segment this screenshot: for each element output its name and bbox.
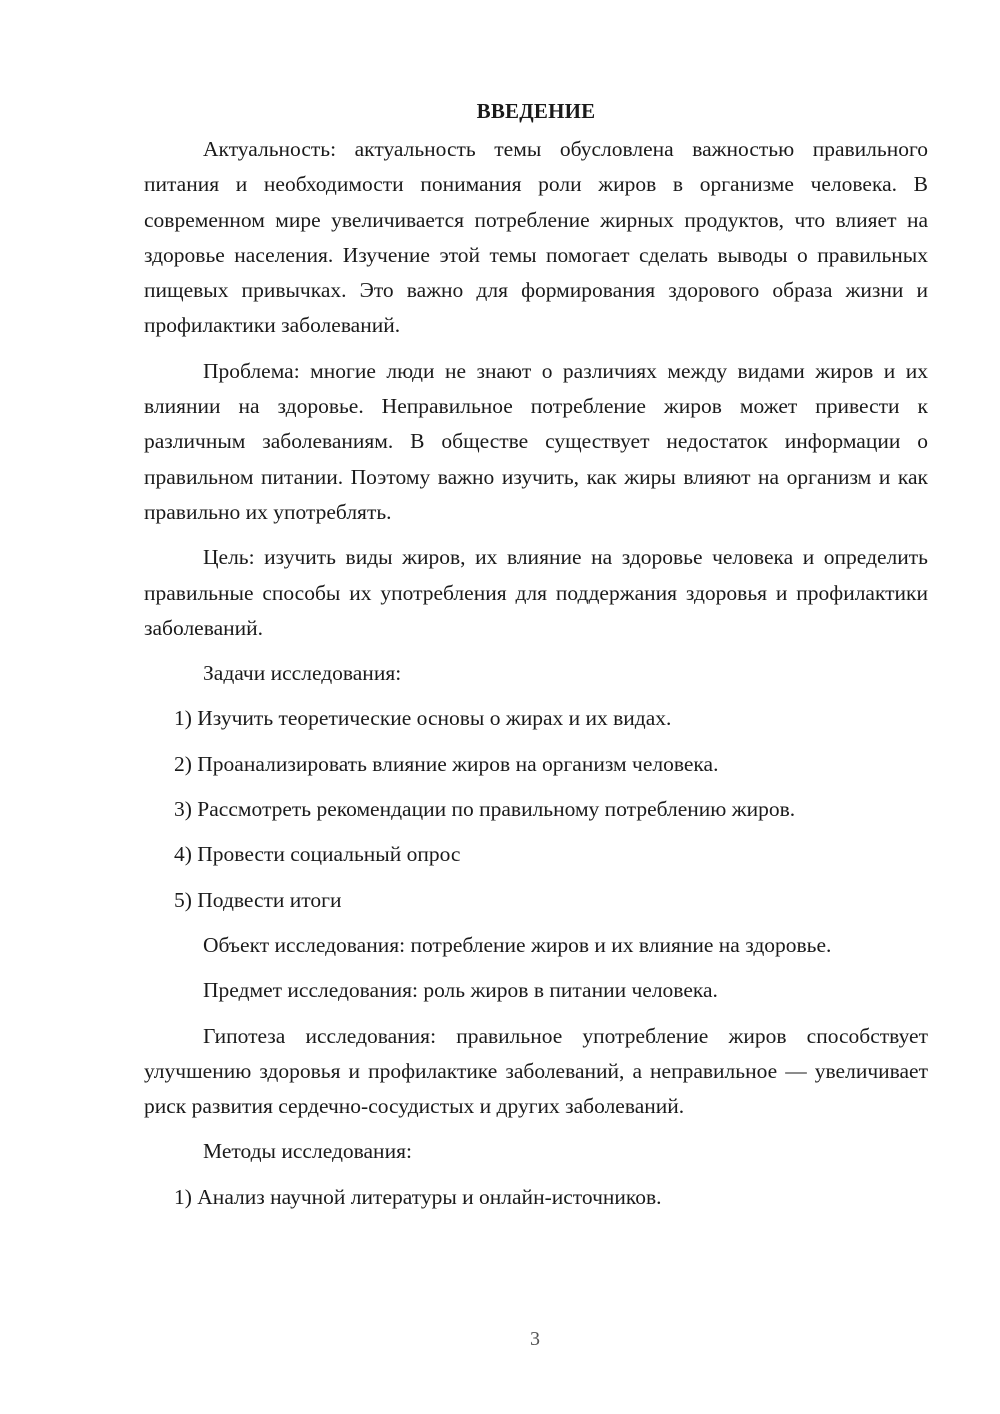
- tasks-list: [144, 701, 928, 917]
- task-item: 5) Подвести итоги: [174, 887, 342, 912]
- page-number: 3: [530, 1328, 540, 1350]
- document-page: [144, 90, 928, 1225]
- task-item: 2) Проанализировать влияние жиров на организм человека.: [174, 751, 719, 776]
- task-item: 1) Изучить теоретические основы о жирах и их видах.: [174, 706, 672, 731]
- object-paragraph: Объект исследования: потребление жиров и их влияние на здоровье.: [203, 932, 832, 957]
- task-item: 4) Провести социальный опрос: [174, 842, 461, 867]
- goal-paragraph: Цель: изучить виды жиров, их влияние на здоровье человека и определить правильные способы их употребления для поддержания здоровья и профилактики заболеваний.: [144, 545, 928, 640]
- relevance-paragraph: Актуальность: актуальность темы обусловлена важностью правильного питания и необходимости понимания роли жиров в организме человека. В современном мире увеличивается потребление жирных продуктов, что влияет на здоровье населения. Изучение этой темы помогает сделать выводы о правильных пищевых привычках. Это важно для формирования здорового образа жизни и профилактики заболеваний.: [144, 137, 928, 338]
- tasks-heading: Задачи исследования:: [203, 661, 402, 686]
- methods-list: [144, 1180, 928, 1215]
- hypothesis-paragraph: Гипотеза исследования: правильное употребление жиров способствует улучшению здоровья и профилактике заболеваний, а неправильное — увеличивает риск развития сердечно-сосудистых и других заболеваний.: [144, 1023, 928, 1119]
- subject-paragraph: Предмет исследования: роль жиров в питании человека.: [203, 978, 718, 1003]
- section-title: ВВЕДЕНИЕ: [476, 99, 596, 123]
- problem-paragraph: Проблема: многие люди не знают о различиях между видами жиров и их влиянии на здоровье. Неправильное потребление жиров может привести к различным заболеваниям. В обществе существует недостаток информации о правильном питании. Поэтому важно изучить, как жиры влияют на организм и как правильно их употреблять.: [144, 358, 928, 524]
- task-item: 3) Рассмотреть рекомендации по правильному потреблению жиров.: [174, 797, 796, 822]
- methods-heading: Методы исследования:: [203, 1139, 412, 1164]
- method-item: 1) Анализ научной литературы и онлайн-источников.: [174, 1184, 662, 1209]
